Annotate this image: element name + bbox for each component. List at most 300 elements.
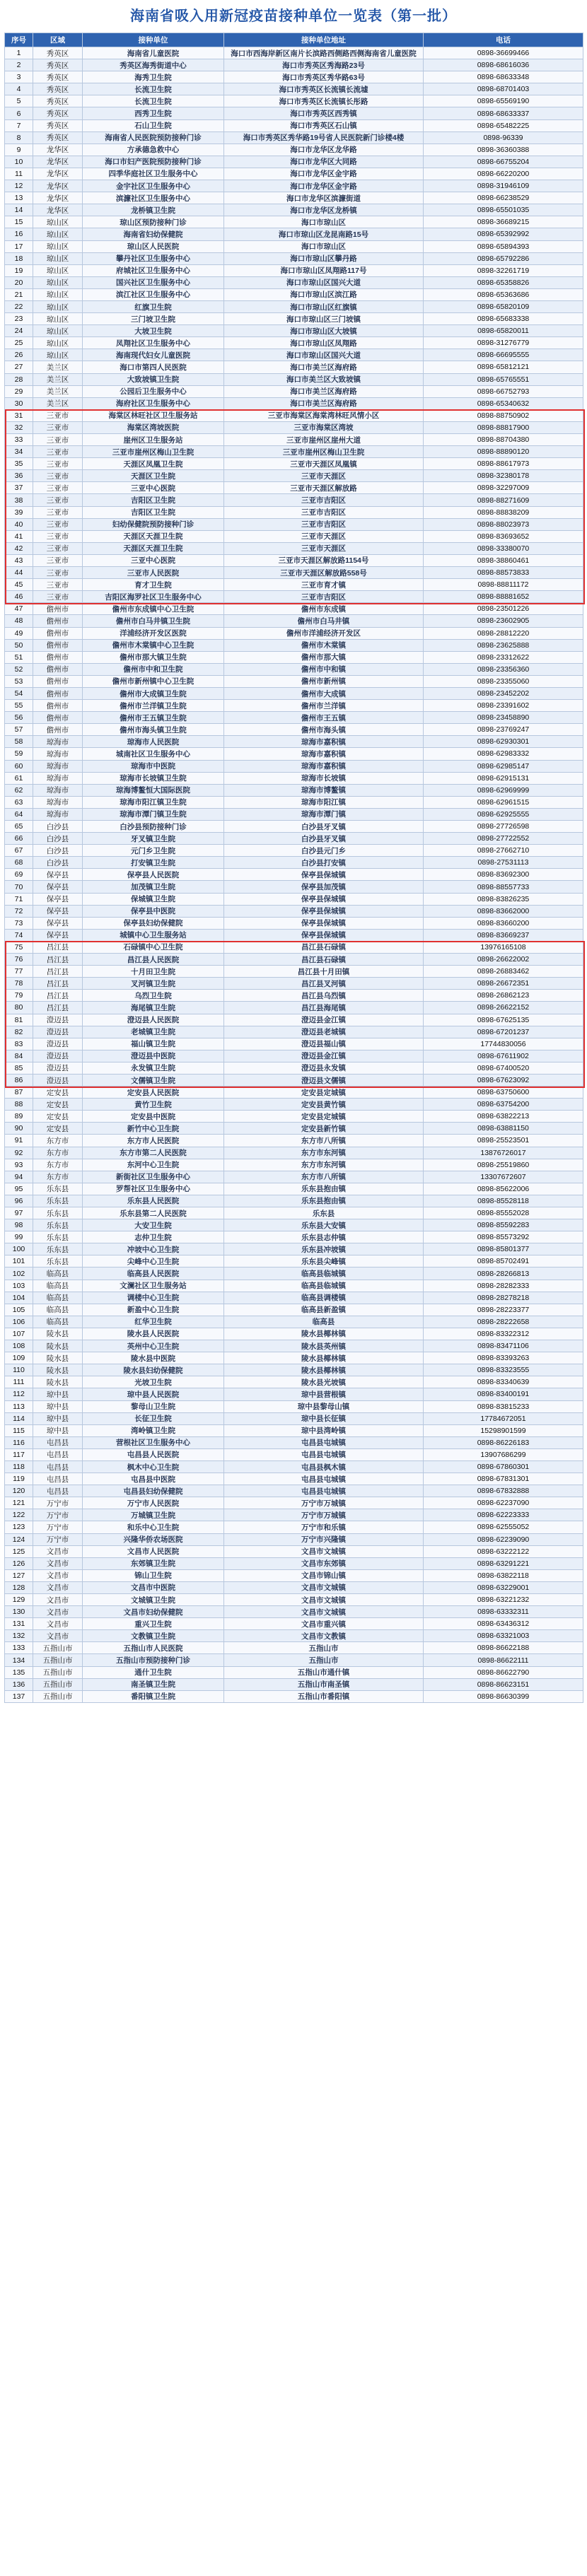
row-site-address: 琼海市博鳌镇 <box>224 784 424 796</box>
table-row <box>5 1400 583 1412</box>
row-site-name: 保亭县妇幼保健院 <box>83 917 224 929</box>
row-region: 三亚市 <box>33 530 83 542</box>
row-site-name: 新盈中心卫生院 <box>83 1304 224 1316</box>
row-index: 25 <box>5 337 33 349</box>
row-phone: 13976165108 <box>424 941 583 953</box>
row-site-address: 保亭县保城镇 <box>224 929 424 941</box>
row-region: 保亭县 <box>33 869 83 881</box>
row-index: 21 <box>5 288 33 300</box>
row-phone: 0898-23391602 <box>424 700 583 712</box>
row-site-address: 海口市琼山区凤翔路 <box>224 337 424 349</box>
row-index: 52 <box>5 663 33 675</box>
row-phone: 0898-65358826 <box>424 276 583 288</box>
row-site-address: 陵水县椰林镇 <box>224 1364 424 1376</box>
row-phone: 0898-28282333 <box>424 1280 583 1292</box>
row-phone: 0898-88023973 <box>424 518 583 530</box>
table-row <box>5 700 583 712</box>
row-site-address: 保亭县保城镇 <box>224 917 424 929</box>
row-region: 三亚市 <box>33 458 83 470</box>
row-site-address: 海口市秀英区西秀镇 <box>224 107 424 119</box>
row-site-name: 妇幼保健院预防接种门诊 <box>83 518 224 530</box>
row-site-address: 乐东县志仲镇 <box>224 1231 424 1243</box>
row-phone: 0898-62555052 <box>424 1521 583 1533</box>
row-phone: 0898-67625135 <box>424 1014 583 1026</box>
row-site-name: 海南现代妇女儿童医院 <box>83 349 224 361</box>
row-region: 澄迈县 <box>33 1050 83 1062</box>
row-index: 74 <box>5 929 33 941</box>
row-region: 龙华区 <box>33 180 83 192</box>
table-row <box>5 482 583 494</box>
row-phone: 0898-83322312 <box>424 1328 583 1340</box>
row-site-address: 乐东县抱由镇 <box>224 1183 424 1195</box>
row-index: 44 <box>5 567 33 579</box>
row-site-name: 白沙县预防接种门诊 <box>83 821 224 833</box>
table-row <box>5 1448 583 1460</box>
row-phone: 0898-65894393 <box>424 240 583 252</box>
row-index: 67 <box>5 845 33 857</box>
table-row <box>5 639 583 651</box>
row-region: 万宁市 <box>33 1521 83 1533</box>
row-region: 文昌市 <box>33 1557 83 1569</box>
row-region: 陵水县 <box>33 1340 83 1352</box>
row-region: 东方市 <box>33 1171 83 1183</box>
row-site-address: 澄迈县老城镇 <box>224 1026 424 1038</box>
row-phone: 0898-36689215 <box>424 216 583 228</box>
row-phone: 13907686299 <box>424 1448 583 1460</box>
row-phone: 0898-67831301 <box>424 1473 583 1485</box>
document <box>4 0 583 1703</box>
row-site-address: 儋州市木棠镇 <box>224 639 424 651</box>
row-region: 屯昌县 <box>33 1436 83 1448</box>
row-phone: 0898-31276779 <box>424 337 583 349</box>
row-site-address: 海口市琼山区国兴大道 <box>224 349 424 361</box>
row-index: 31 <box>5 409 33 421</box>
header-phone: 电话 <box>424 33 583 47</box>
row-index: 48 <box>5 615 33 627</box>
row-region: 文昌市 <box>33 1606 83 1618</box>
row-phone: 0898-68633337 <box>424 107 583 119</box>
table-row <box>5 929 583 941</box>
row-site-name: 调楼中心卫生院 <box>83 1292 224 1304</box>
row-phone: 0898-62930301 <box>424 736 583 748</box>
row-site-address: 琼海市长坡镇 <box>224 772 424 784</box>
row-region: 琼山区 <box>33 349 83 361</box>
row-region: 儋州市 <box>33 675 83 687</box>
row-region: 三亚市 <box>33 506 83 518</box>
row-index: 13 <box>5 192 33 204</box>
row-site-name: 保城镇卫生院 <box>83 893 224 905</box>
row-site-address: 海口市琼山区龙昆南路15号 <box>224 228 424 240</box>
row-region: 琼山区 <box>33 216 83 228</box>
row-region: 保亭县 <box>33 893 83 905</box>
row-site-name: 儋州市王五镇卫生院 <box>83 712 224 724</box>
row-phone: 0898-67832888 <box>424 1485 583 1497</box>
row-phone: 0898-83669237 <box>424 929 583 941</box>
row-site-address: 定安县黄竹镇 <box>224 1099 424 1111</box>
table-row <box>5 1231 583 1243</box>
row-index: 58 <box>5 736 33 748</box>
row-index: 88 <box>5 1099 33 1111</box>
row-site-address: 三亚市吉阳区 <box>224 506 424 518</box>
row-site-address: 三亚市天涯区解放路 <box>224 482 424 494</box>
row-phone: 0898-23312622 <box>424 651 583 663</box>
row-phone: 0898-23769247 <box>424 724 583 736</box>
row-region: 龙华区 <box>33 204 83 216</box>
row-index: 60 <box>5 760 33 772</box>
row-site-name: 三亚市崖州区梅山卫生院 <box>83 446 224 458</box>
row-phone: 0898-85801377 <box>424 1243 583 1255</box>
row-phone: 0898-23458890 <box>424 712 583 724</box>
row-index: 47 <box>5 603 33 615</box>
row-index: 49 <box>5 627 33 639</box>
table-row <box>5 857 583 869</box>
row-phone: 0898-28278218 <box>424 1292 583 1304</box>
row-region: 琼山区 <box>33 288 83 300</box>
row-region: 儋州市 <box>33 700 83 712</box>
row-region: 秀英区 <box>33 83 83 95</box>
row-region: 文昌市 <box>33 1594 83 1606</box>
row-region: 五指山市 <box>33 1654 83 1666</box>
row-site-address: 白沙县打安镇 <box>224 857 424 869</box>
row-site-name: 天涯区凤凰卫生院 <box>83 458 224 470</box>
row-site-address: 三亚市崖州区梅山卫生院 <box>224 446 424 458</box>
row-site-address: 海口市秀英区长流镇长彤路 <box>224 95 424 107</box>
row-phone: 0898-88271609 <box>424 494 583 506</box>
row-site-name: 东郊镇卫生院 <box>83 1557 224 1569</box>
row-index: 128 <box>5 1581 33 1593</box>
row-region: 三亚市 <box>33 554 83 566</box>
row-site-name: 光坡卫生院 <box>83 1376 224 1388</box>
row-phone: 0898-26862123 <box>424 990 583 1002</box>
row-index: 72 <box>5 905 33 917</box>
row-site-address: 三亚市天涯区 <box>224 530 424 542</box>
row-phone: 0898-62237090 <box>424 1497 583 1509</box>
row-site-name: 长流卫生院 <box>83 83 224 95</box>
table-row <box>5 361 583 373</box>
table-row <box>5 603 583 615</box>
row-region: 定安县 <box>33 1111 83 1123</box>
row-phone: 0898-68616036 <box>424 59 583 71</box>
row-site-address: 澄迈县金江镇 <box>224 1050 424 1062</box>
row-site-name: 东方市人民医院 <box>83 1135 224 1147</box>
row-site-name: 琼海市长坡镇卫生院 <box>83 772 224 784</box>
table-row <box>5 1690 583 1702</box>
table-row <box>5 216 583 228</box>
row-site-address: 三亚市育才镇 <box>224 579 424 591</box>
table-row <box>5 1497 583 1509</box>
row-index: 46 <box>5 591 33 603</box>
row-site-address: 海口市龙华区金宇路 <box>224 180 424 192</box>
row-site-name: 澄迈县人民医院 <box>83 1014 224 1026</box>
row-phone: 0898-86226183 <box>424 1436 583 1448</box>
row-region: 乐东县 <box>33 1231 83 1243</box>
row-phone: 0898-63881150 <box>424 1123 583 1135</box>
row-site-name: 攀丹社区卫生服务中心 <box>83 252 224 264</box>
table-row <box>5 893 583 905</box>
row-site-name: 志仲卫生院 <box>83 1231 224 1243</box>
row-phone: 0898-88750902 <box>424 409 583 421</box>
table-row <box>5 796 583 808</box>
row-phone: 0898-63291221 <box>424 1557 583 1569</box>
row-site-name: 滨江社区卫生服务中心 <box>83 288 224 300</box>
row-phone: 0898-62925555 <box>424 808 583 820</box>
row-site-name: 五指山市人民医院 <box>83 1642 224 1654</box>
table-row <box>5 458 583 470</box>
row-site-name: 文澜社区卫生服务站 <box>83 1280 224 1292</box>
row-index: 92 <box>5 1147 33 1159</box>
row-region: 美兰区 <box>33 361 83 373</box>
table-row <box>5 1666 583 1678</box>
table-row <box>5 784 583 796</box>
row-site-address: 文昌市文城镇 <box>224 1581 424 1593</box>
row-phone: 0898-62223333 <box>424 1509 583 1521</box>
row-region: 定安县 <box>33 1123 83 1135</box>
row-site-address: 陵水县椰林镇 <box>224 1328 424 1340</box>
table-row <box>5 1678 583 1690</box>
row-site-address: 白沙县牙叉镇 <box>224 821 424 833</box>
row-region: 保亭县 <box>33 929 83 941</box>
row-region: 儋州市 <box>33 651 83 663</box>
row-phone: 0898-23625888 <box>424 639 583 651</box>
row-site-address: 临高县临城镇 <box>224 1280 424 1292</box>
row-region: 龙华区 <box>33 192 83 204</box>
row-region: 文昌市 <box>33 1618 83 1630</box>
table-row <box>5 591 583 603</box>
row-site-name: 儋州市那大镇卫生院 <box>83 651 224 663</box>
table-row <box>5 1642 583 1654</box>
table-row <box>5 506 583 518</box>
row-site-address: 海口市龙华区金宇路 <box>224 168 424 180</box>
row-site-name: 吉阳区卫生院 <box>83 506 224 518</box>
table-row <box>5 385 583 397</box>
table-row <box>5 156 583 168</box>
row-site-address: 儋州市新州镇 <box>224 675 424 687</box>
row-region: 临高县 <box>33 1304 83 1316</box>
row-phone: 0898-63436312 <box>424 1618 583 1630</box>
row-region: 三亚市 <box>33 591 83 603</box>
row-site-name: 屯昌县人民医院 <box>83 1448 224 1460</box>
table-row <box>5 1050 583 1062</box>
row-site-address: 澄迈县金江镇 <box>224 1014 424 1026</box>
row-site-name: 和乐中心卫生院 <box>83 1521 224 1533</box>
row-phone: 0898-83826235 <box>424 893 583 905</box>
table-row <box>5 71 583 83</box>
row-site-name: 府城社区卫生服务中心 <box>83 264 224 276</box>
table-row <box>5 300 583 312</box>
table-row <box>5 905 583 917</box>
row-phone: 15298901599 <box>424 1424 583 1436</box>
row-site-address: 海口市美兰区海府路 <box>224 361 424 373</box>
row-index: 1 <box>5 47 33 59</box>
table-row <box>5 1521 583 1533</box>
row-phone: 0898-65340632 <box>424 397 583 409</box>
row-phone: 0898-86622111 <box>424 1654 583 1666</box>
row-region: 龙华区 <box>33 168 83 180</box>
row-site-address: 海口市琼山区 <box>224 216 424 228</box>
row-phone: 0898-27726598 <box>424 821 583 833</box>
row-site-name: 崖州区卫生服务站 <box>83 434 224 446</box>
table-row <box>5 1630 583 1642</box>
row-region: 昌江县 <box>33 966 83 978</box>
table-row <box>5 1569 583 1581</box>
row-site-name: 儋州市新州镇中心卫生院 <box>83 675 224 687</box>
row-index: 36 <box>5 470 33 482</box>
table-row <box>5 1195 583 1207</box>
row-region: 琼海市 <box>33 760 83 772</box>
row-phone: 0898-88811172 <box>424 579 583 591</box>
table-row <box>5 1292 583 1304</box>
row-index: 102 <box>5 1267 33 1280</box>
row-index: 12 <box>5 180 33 192</box>
table-row <box>5 1147 583 1159</box>
row-site-address: 陵水县椰林镇 <box>224 1352 424 1364</box>
row-region: 三亚市 <box>33 567 83 579</box>
table-row <box>5 1207 583 1219</box>
row-index: 113 <box>5 1400 33 1412</box>
row-site-name: 三亚中心医院 <box>83 482 224 494</box>
row-site-name: 城镇中心卫生服务站 <box>83 929 224 941</box>
row-site-address: 海口市琼山区国兴大道 <box>224 276 424 288</box>
row-phone: 0898-65501035 <box>424 204 583 216</box>
row-index: 111 <box>5 1376 33 1388</box>
row-site-address: 文昌市文城镇 <box>224 1545 424 1557</box>
row-site-address: 海口市秀英区秀华路63号 <box>224 71 424 83</box>
row-site-name: 澄迈县中医院 <box>83 1050 224 1062</box>
row-region: 万宁市 <box>33 1509 83 1521</box>
table-row <box>5 675 583 687</box>
table-row <box>5 881 583 893</box>
table-row <box>5 917 583 929</box>
row-phone: 0898-23602905 <box>424 615 583 627</box>
row-site-name: 四季华庭社区卫生服务中心 <box>83 168 224 180</box>
row-site-name: 保亭县人民医院 <box>83 869 224 881</box>
row-phone: 0898-65363686 <box>424 288 583 300</box>
row-index: 126 <box>5 1557 33 1569</box>
table-row <box>5 833 583 845</box>
table-row <box>5 1654 583 1666</box>
row-region: 乐东县 <box>33 1243 83 1255</box>
row-index: 34 <box>5 446 33 458</box>
row-region: 美兰区 <box>33 385 83 397</box>
row-phone: 0898-28222658 <box>424 1316 583 1328</box>
table-row <box>5 446 583 458</box>
row-index: 123 <box>5 1521 33 1533</box>
table-row <box>5 579 583 591</box>
row-site-name: 叉河镇卫生院 <box>83 978 224 990</box>
row-index: 127 <box>5 1569 33 1581</box>
row-site-name: 琼山区人民医院 <box>83 240 224 252</box>
row-index: 70 <box>5 881 33 893</box>
table-row <box>5 1412 583 1424</box>
table-row <box>5 736 583 748</box>
table-row <box>5 373 583 385</box>
row-site-address: 琼中县黎母山镇 <box>224 1400 424 1412</box>
row-site-address: 东方市东河镇 <box>224 1159 424 1171</box>
row-region: 澄迈县 <box>33 1062 83 1074</box>
row-site-name: 新竹中心卫生院 <box>83 1123 224 1135</box>
row-site-name: 湾岭镇卫生院 <box>83 1424 224 1436</box>
row-phone: 0898-63332311 <box>424 1606 583 1618</box>
row-site-name: 琼海市阳江镇卫生院 <box>83 796 224 808</box>
table-row <box>5 1424 583 1436</box>
row-index: 66 <box>5 833 33 845</box>
row-index: 42 <box>5 542 33 554</box>
row-index: 93 <box>5 1159 33 1171</box>
row-phone: 0898-28266813 <box>424 1267 583 1280</box>
row-site-address: 琼中县营根镇 <box>224 1388 424 1400</box>
row-phone: 0898-85622006 <box>424 1183 583 1195</box>
row-site-name: 儋州市中和卫生院 <box>83 663 224 675</box>
row-site-address: 五指山市番阳镇 <box>224 1690 424 1702</box>
row-site-name: 十月田卫生院 <box>83 966 224 978</box>
table-body <box>5 47 583 1703</box>
row-index: 51 <box>5 651 33 663</box>
row-site-address: 儋州市东成镇 <box>224 603 424 615</box>
row-region: 琼海市 <box>33 772 83 784</box>
row-region: 定安县 <box>33 1087 83 1099</box>
row-index: 76 <box>5 954 33 966</box>
row-index: 22 <box>5 300 33 312</box>
row-site-name: 红华卫生院 <box>83 1316 224 1328</box>
row-site-name: 三亚中心医院 <box>83 554 224 566</box>
row-site-address: 三亚市天涯区解放路1154号 <box>224 554 424 566</box>
table-row <box>5 530 583 542</box>
row-site-name: 琼海博鳌恒大国际医院 <box>83 784 224 796</box>
row-region: 临高县 <box>33 1280 83 1292</box>
row-site-address: 屯昌县屯城镇 <box>224 1485 424 1497</box>
row-site-name: 海府社区卫生服务中心 <box>83 397 224 409</box>
row-site-name: 儋州市兰洋镇卫生院 <box>83 700 224 712</box>
row-phone: 0898-36699466 <box>424 47 583 59</box>
row-index: 15 <box>5 216 33 228</box>
row-phone: 0898-65792286 <box>424 252 583 264</box>
row-site-name: 海尾镇卫生院 <box>83 1002 224 1014</box>
row-site-name: 文儒镇卫生院 <box>83 1074 224 1086</box>
row-index: 40 <box>5 518 33 530</box>
row-site-address: 东方市八所镇 <box>224 1135 424 1147</box>
row-site-name: 营根社区卫生服务中心 <box>83 1436 224 1448</box>
row-site-name: 大坡卫生院 <box>83 325 224 337</box>
row-site-name: 文昌市妇幼保健院 <box>83 1606 224 1618</box>
row-index: 104 <box>5 1292 33 1304</box>
row-phone: 0898-83660200 <box>424 917 583 929</box>
row-site-address: 三亚市吉阳区 <box>224 494 424 506</box>
row-phone: 0898-83815233 <box>424 1400 583 1412</box>
row-index: 45 <box>5 579 33 591</box>
row-phone: 0898-23356360 <box>424 663 583 675</box>
row-phone: 0898-26883462 <box>424 966 583 978</box>
row-index: 83 <box>5 1038 33 1050</box>
row-index: 86 <box>5 1074 33 1086</box>
row-phone: 0898-32297009 <box>424 482 583 494</box>
table-row <box>5 760 583 772</box>
row-region: 临高县 <box>33 1316 83 1328</box>
row-site-name: 临高县人民医院 <box>83 1267 224 1280</box>
row-site-address: 乐东县大安镇 <box>224 1219 424 1231</box>
table-row <box>5 772 583 784</box>
row-site-name: 五指山市预防接种门诊 <box>83 1654 224 1666</box>
table-row <box>5 313 583 325</box>
row-site-address: 五指山市 <box>224 1654 424 1666</box>
row-region: 万宁市 <box>33 1497 83 1509</box>
row-site-name: 琼中县人民医院 <box>83 1388 224 1400</box>
table-row <box>5 1219 583 1231</box>
row-site-name: 昌江县人民医院 <box>83 954 224 966</box>
row-region: 三亚市 <box>33 482 83 494</box>
row-site-address: 海口市西海岸新区南片长滨路西侧路西侧海南省儿童医院 <box>224 47 424 59</box>
row-site-name: 老城镇卫生院 <box>83 1026 224 1038</box>
row-phone: 0898-31946109 <box>424 180 583 192</box>
